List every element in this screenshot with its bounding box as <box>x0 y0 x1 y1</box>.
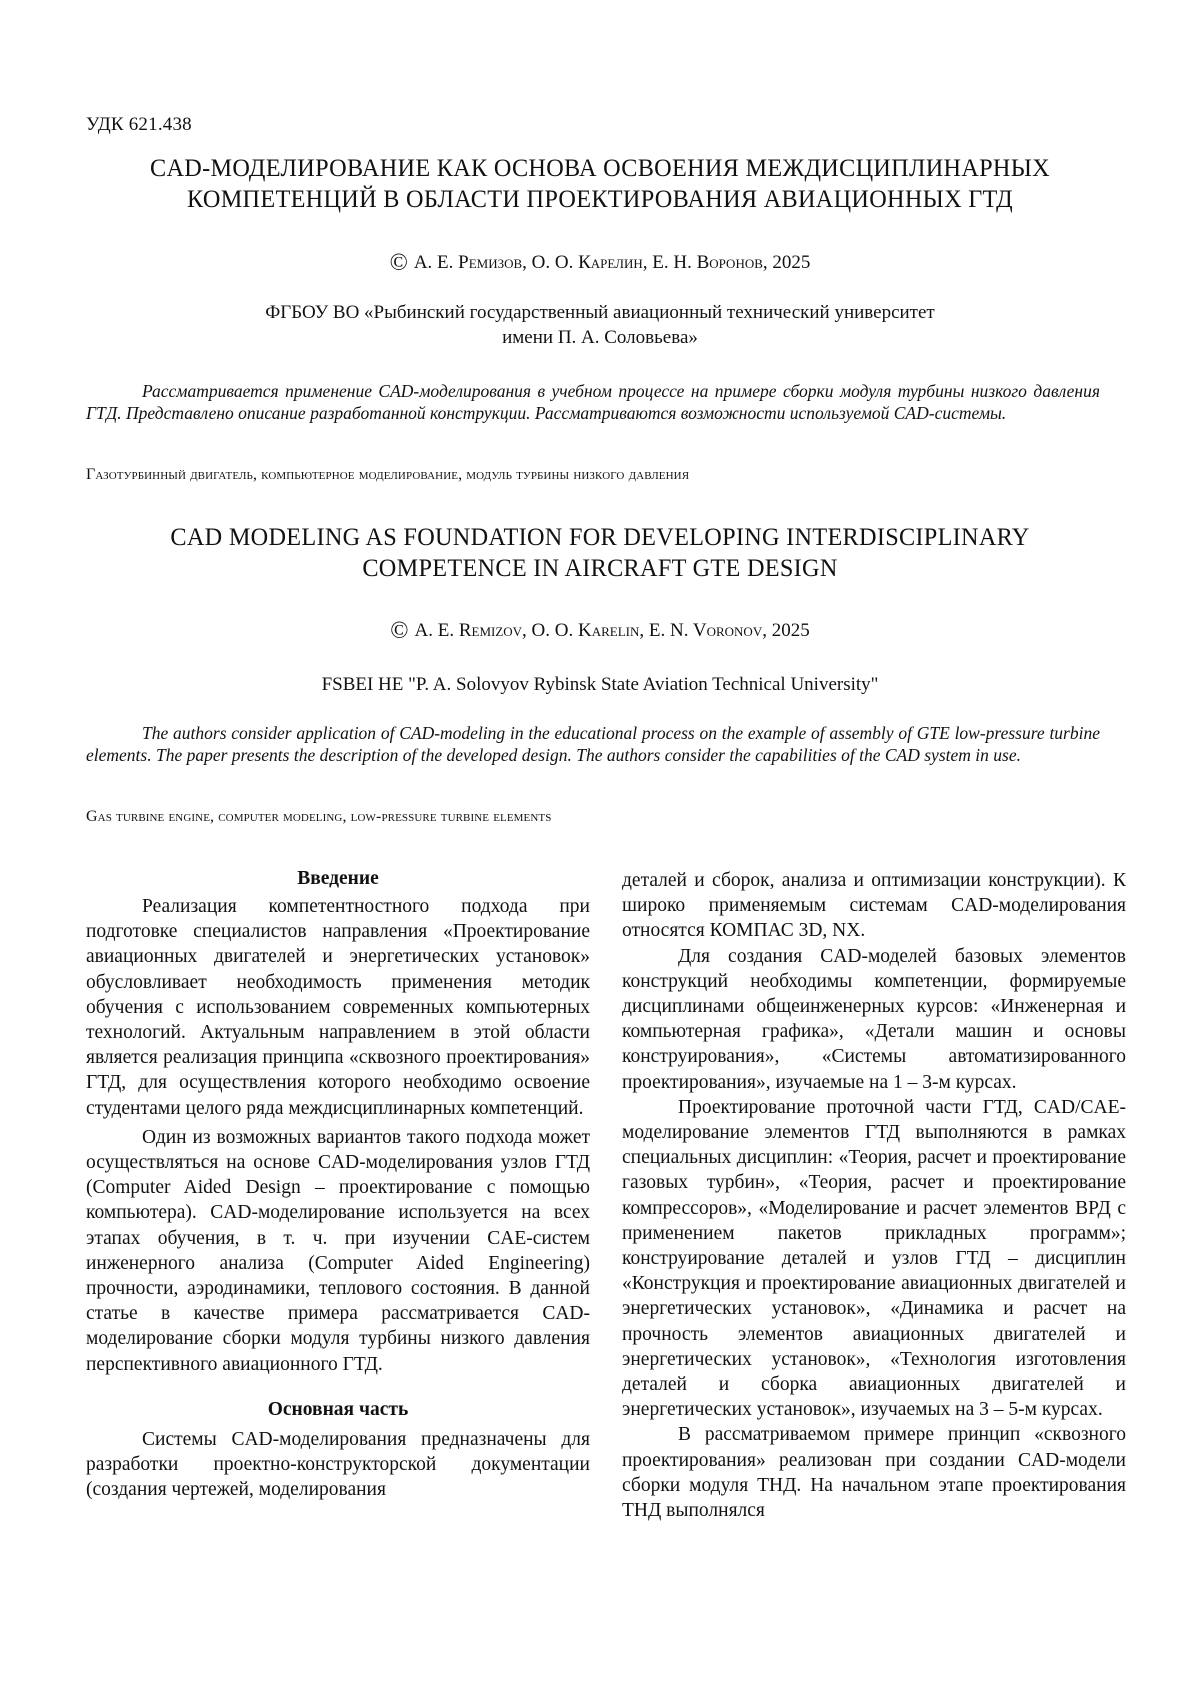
keywords-en: Gas turbine engine, computer modeling, low-pressure turbine elements <box>86 808 552 825</box>
title-ru-line-1: CAD-МОДЕЛИРОВАНИЕ КАК ОСНОВА ОСВОЕНИЯ МЕЖДИСЦИПЛИНАРНЫХ <box>150 155 1050 182</box>
body-column-right <box>622 868 1126 1523</box>
body-column-left <box>86 866 590 1502</box>
keywords-ru: Газотурбинный двигатель, компьютерное моделирование, модуль турбины низкого давления <box>86 466 690 483</box>
paragraph-continued: деталей и сборок, анализа и оптимизации конструкции). К широко применяемым системам CAD-моделирования относятся КОМПАС 3D, NX. <box>622 870 1126 942</box>
title-ru-line-2: КОМПЕТЕНЦИЙ В ОБЛАСТИ ПРОЕКТИРОВАНИЯ АВИАЦИОННЫХ ГТД <box>187 186 1013 213</box>
affiliation-en: FSBEI HE "P. A. Solovyov Rybinsk State Aviation Technical University" <box>321 674 879 695</box>
affiliation-ru-line-1: ФГБОУ ВО «Рыбинский государственный авиационный технический университет <box>265 302 935 323</box>
paragraph: Проектирование проточной части ГТД, CAD/CAE-моделирование элементов ГТД выполняются в рамках специальных дисциплин: «Теория, расчет и проектирование газовых турбин», «Теория, расчет и проектирование компрессоров», «Моделирование и расчет элементов ВРД с применением пакетов прикладных программ»; конструирование деталей и узлов ГТД – дисциплин «Конструкция и проектирование авиационных двигателей и энергетических установок», «Динамика и расчет на прочность элементов авиационных двигателей и энергетических установок», «Технология изготовления деталей и сборка авиационных двигателей и энергетических установок», изучаемых на 3 – 5-м курсах. <box>622 1096 1126 1421</box>
title-ru <box>76 153 1124 215</box>
paragraph: Реализация компетентностного подхода при подготовке специалистов направления «Проектирование авиационных двигателей и энергетических установок» обусловливает необходимость применения методик обучения с использованием современных компьютерных технологий. Актуальным направлением в этой области является реализация принципа «сквозного проектирования» ГТД, для осуществления которого необходимо освоение студентами целого ряда междисциплинарных компетенций. <box>86 896 590 1119</box>
title-en-line-2: COMPETENCE IN AIRCRAFT GTE DESIGN <box>362 555 838 582</box>
title-en-line-1: CAD MODELING AS FOUNDATION FOR DEVELOPING INTERDISCIPLINARY <box>170 524 1030 551</box>
abstract-ru: Рассматривается применение CAD-моделирования в учебном процессе на примере сборки модуля турбины низкого давления ГТД. Представлено описание разработанной конструкции. Рассматриваются возможности используемой CAD-системы. <box>86 381 1100 423</box>
paragraph: В рассматриваемом примере принцип «сквозного проектирования» реализован при создании CAD-модели сборки модуля ТНД. На начальном этапе проектирования ТНД выполнялся <box>622 1424 1126 1522</box>
paragraph: Системы CAD-моделирования предназначены для разработки проектно-конструкторской документации (создания чертежей, моделирования <box>86 1428 590 1501</box>
abstract-en: The authors consider application of CAD-modeling in the educational process on the example of assembly of GTE low-pressure turbine elements. The paper presents the description of the developed design. The authors consider the capabilities of the CAD system in use. <box>86 723 1100 765</box>
section-heading-introduction: Введение <box>297 868 379 889</box>
paragraph: Для создания CAD-моделей базовых элементов конструкций необходимы компетенции, формируемые дисциплинами общеинженерных курсов: «Инженерная и компьютерная графика», «Детали машин и основы конструирования», «Системы автоматизированного проектирования», изучаемые на 1 – 3-м курсах. <box>622 945 1126 1093</box>
udk-code: УДК 621.438 <box>86 114 192 135</box>
copyright-icon: © <box>389 250 408 276</box>
title-en <box>76 522 1124 584</box>
authors-ru-text: А. Е. Ремизов, О. О. Карелин, Е. Н. Воронов, 2025 <box>413 252 811 273</box>
authors-ru <box>60 250 1140 277</box>
authors-en-text: A. E. Remizov, O. O. Karelin, E. N. Voronov, 2025 <box>414 620 810 641</box>
affiliation-ru <box>60 300 1140 350</box>
section-heading-main-part: Основная часть <box>267 1398 409 1420</box>
copyright-icon: © <box>390 618 409 644</box>
authors-en <box>60 618 1140 645</box>
affiliation-ru-line-2: имени П. А. Соловьева» <box>502 327 698 348</box>
paragraph: Один из возможных вариантов такого подхода может осуществляться на основе CAD-моделирования узлов ГТД (Computer Aided Design – проектирование с помощью компьютера). CAD-моделирование используется на всех этапах обучения, в т. ч. при изучении CAE-систем инженерного анализа (Computer Aided Engineering) прочности, аэродинамики, теплового состояния. В данной статье в качестве примера рассматривается CAD-моделирование сборки модуля турбины низкого давления перспективного авиационного ГТД. <box>86 1126 590 1375</box>
